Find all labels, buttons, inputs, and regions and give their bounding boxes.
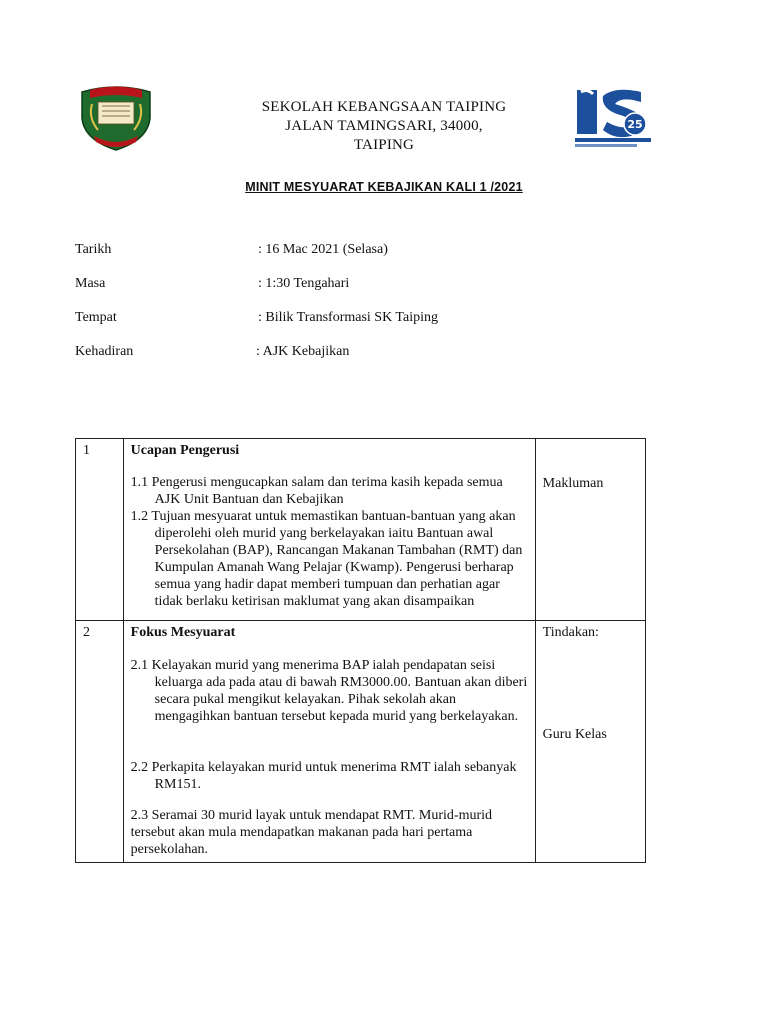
list-item: 1.2 Tujuan mesyuarat untuk memastikan bantuan-bantuan yang akan diperolehi oleh murid yang berkelayakan iaitu Bantuan awal Persekolahan (BAP), Rancangan Makanan Tambahan (RMT) dan Kumpulan Amanah Wang Pelajar (Kwamp). Pengerusi berharap semua yang hadir dapat memberi tumpuan dan perhatian agar tidak berlaku ketirisan maklumat yang akan disampaikan <box>130 509 523 609</box>
date-value: : 16 Mac 2021 (Selasa) <box>258 242 388 257</box>
venue-label: Tempat <box>75 310 117 325</box>
list-item: 2.2 Perkapita kelayakan murid untuk menerima RMT ialah sebanyak RM151. <box>130 760 517 792</box>
time-label: Masa <box>75 276 106 291</box>
list-item: 2.3 Seramai 30 murid layak untuk mendapat RMT. Murid-murid tersebut akan mula mendapatkan makanan pada hari pertama persekolahan. <box>130 808 493 857</box>
document-title: MINIT MESYUARAT KEBAJIKAN KALI 1 /2021 <box>245 180 523 194</box>
school-address: JALAN TAMINGSARI, 34000, <box>285 118 483 134</box>
section-number: 1 <box>76 439 124 621</box>
table-row <box>76 439 646 621</box>
section-title: Ucapan Pengerusi <box>130 443 240 458</box>
table-row <box>76 621 646 863</box>
minutes-table <box>75 438 646 863</box>
section-body <box>123 439 535 621</box>
section-number: 2 <box>76 621 124 863</box>
action-text: Guru Kelas <box>542 727 607 742</box>
date-label: Tarikh <box>75 242 112 257</box>
section-title: Fokus Mesyuarat <box>130 625 236 640</box>
action-heading: Tindakan: <box>542 625 599 640</box>
logo-number: 25 <box>627 118 643 131</box>
school-crest-logo <box>76 84 156 152</box>
section-action <box>535 439 645 621</box>
section-body <box>123 621 535 863</box>
school-name: SEKOLAH KEBANGSAAN TAIPING <box>261 99 507 115</box>
attendance-label: Kehadiran <box>75 344 134 359</box>
attendance-value: : AJK Kebajikan <box>256 344 350 359</box>
action-text: Makluman <box>542 476 604 491</box>
section-action <box>535 621 645 863</box>
school-town: TAIPING <box>353 137 415 153</box>
venue-value: : Bilik Transformasi SK Taiping <box>258 310 439 325</box>
list-item: 2.1 Kelayakan murid yang menerima BAP ialah pendapatan seisi keluarga ada pada atau di bawah RM3000.00. Bantuan akan diberi secara pukal mengikut kelayakan. Pihak sekolah akan mengagihkan bantuan tersebut kepada murid yang berkelayakan. <box>130 658 528 724</box>
anniversary-logo <box>571 86 655 150</box>
time-value: : 1:30 Tengahari <box>258 276 350 291</box>
list-item: 1.1 Pengerusi mengucapkan salam dan terima kasih kepada semua AJK Unit Bantuan dan Kebajikan <box>130 475 503 507</box>
school-header <box>200 98 568 155</box>
